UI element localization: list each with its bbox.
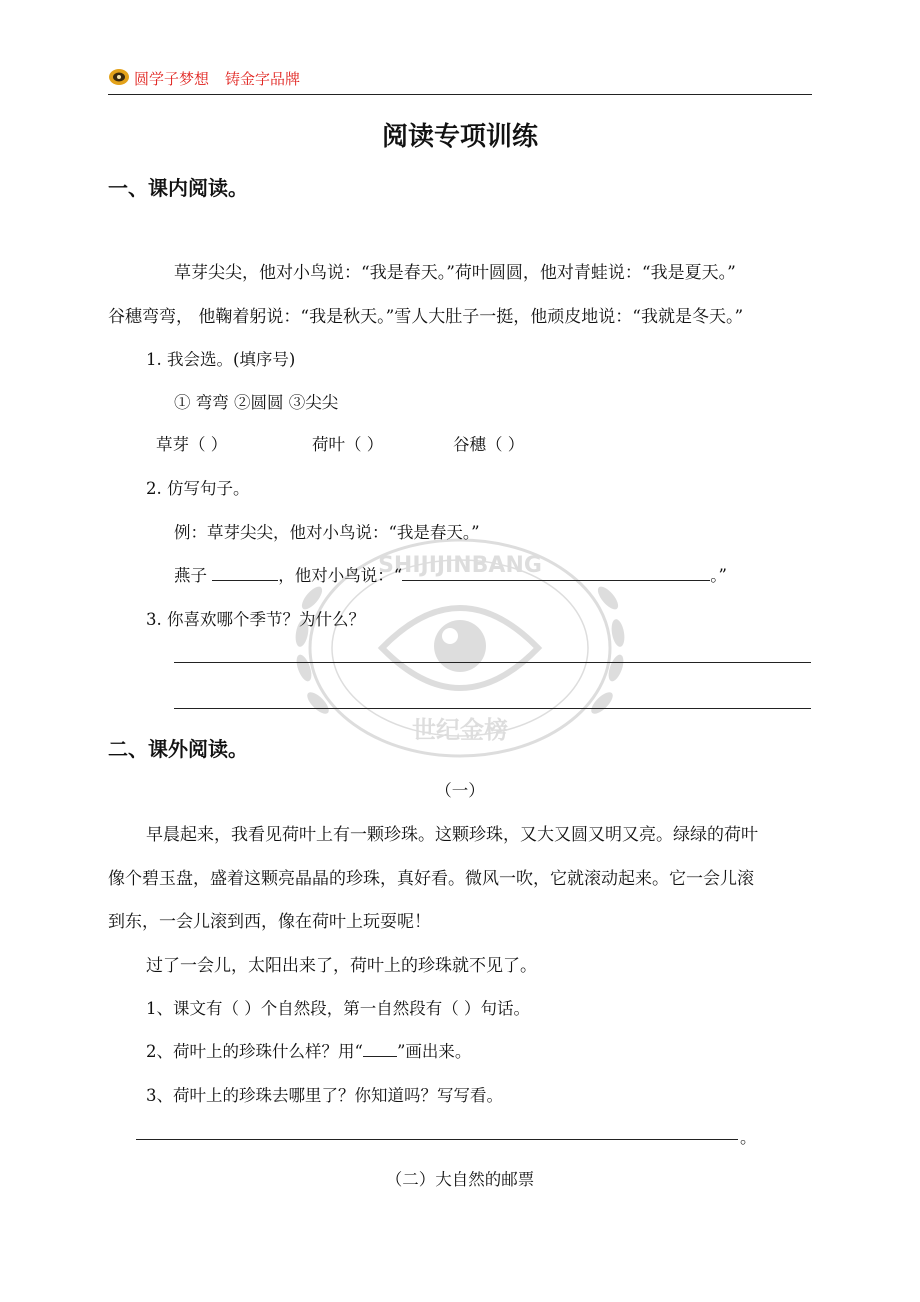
answer-line-1[interactable] [174, 662, 811, 663]
section2-question1: 1、课文有（ ）个自然段，第一自然段有（ ）句话。 [146, 999, 530, 1018]
brand-slogan [134, 68, 300, 89]
section2-para1-line3: 到东，一会儿滚到西，像在荷叶上玩耍呢！ [108, 912, 431, 932]
section1-question2-line [174, 562, 727, 586]
q2-blank-sentence[interactable] [402, 580, 710, 581]
section2-question2 [146, 1038, 471, 1062]
section1-question2-example: 例：草芽尖尖，他对小鸟说：“我是春天。” [174, 523, 480, 542]
q2-blank-subject[interactable] [212, 580, 278, 581]
q2-suffix: 。” [710, 566, 727, 585]
page-title: 阅读专项训练 [381, 122, 538, 152]
section2-para2: 过了一会儿，太阳出来了，荷叶上的珍珠就不见了。 [146, 956, 537, 976]
answer-line-2[interactable] [174, 708, 811, 709]
section2-para1-line1: 早晨起来，我看见荷叶上有一颗珍珠。这颗珍珠，又大又圆又明又亮。绿绿的荷叶 [146, 825, 758, 845]
q2-prefix: 燕子 [174, 566, 207, 585]
brand-slogan-left: 圆学子梦想 [134, 70, 210, 88]
header-divider [108, 94, 812, 95]
section2-question3: 3、荷叶上的珍珠去哪里了？你知道吗？写写看。 [146, 1086, 503, 1105]
section2-q2-suffix: ”画出来。 [396, 1042, 472, 1061]
section2-q2-underline-sample [363, 1056, 397, 1057]
section1-question3: 3. 你喜欢哪个季节？为什么？ [146, 610, 365, 629]
section1-question1-options: ① 弯弯 ②圆圆 ③尖尖 [174, 393, 339, 412]
brand-logo-icon [108, 68, 130, 86]
section1-question2: 2. 仿写句子。 [146, 479, 250, 498]
section2-part1-label: （一） [435, 781, 485, 800]
section1-heading: 一、课内阅读。 [108, 176, 248, 200]
brand-slogan-right: 铸金字品牌 [225, 70, 301, 88]
section2-answer-end: 。 [740, 1128, 757, 1147]
section2-answer-line[interactable] [136, 1139, 738, 1140]
section1-question1-fill-c: 谷穗（ ） [453, 435, 525, 454]
watermark-arc-text: SHIJIJINBANG [378, 553, 542, 578]
section2-part2-label: （二）大自然的邮票 [385, 1170, 535, 1189]
section1-question1: 1. 我会选。(填序号) [146, 350, 296, 369]
section1-question1-fill-a: 草芽（ ） [156, 435, 228, 454]
section1-passage-line2: 谷穗弯弯， 他鞠着躬说：“我是秋天。”雪人大肚子一挺，他顽皮地说：“我就是冬天。” [108, 307, 744, 327]
section2-heading: 二、课外阅读。 [108, 737, 248, 761]
watermark-bottom-text: 世纪金榜 [412, 716, 508, 744]
q2-middle: ，他对小鸟说：“ [278, 566, 403, 585]
section1-question1-fill-b: 荷叶（ ） [312, 435, 384, 454]
section2-para1-line2: 像个碧玉盘，盛着这颗亮晶晶的珍珠，真好看。微风一吹，它就滚动起来。它一会儿滚 [108, 869, 754, 889]
section2-q2-prefix: 2、荷叶上的珍珠什么样？用“ [146, 1042, 363, 1061]
section1-passage-line1: 草芽尖尖，他对小鸟说：“我是春天。”荷叶圆圆，他对青蛙说：“我是夏天。” [174, 263, 736, 283]
